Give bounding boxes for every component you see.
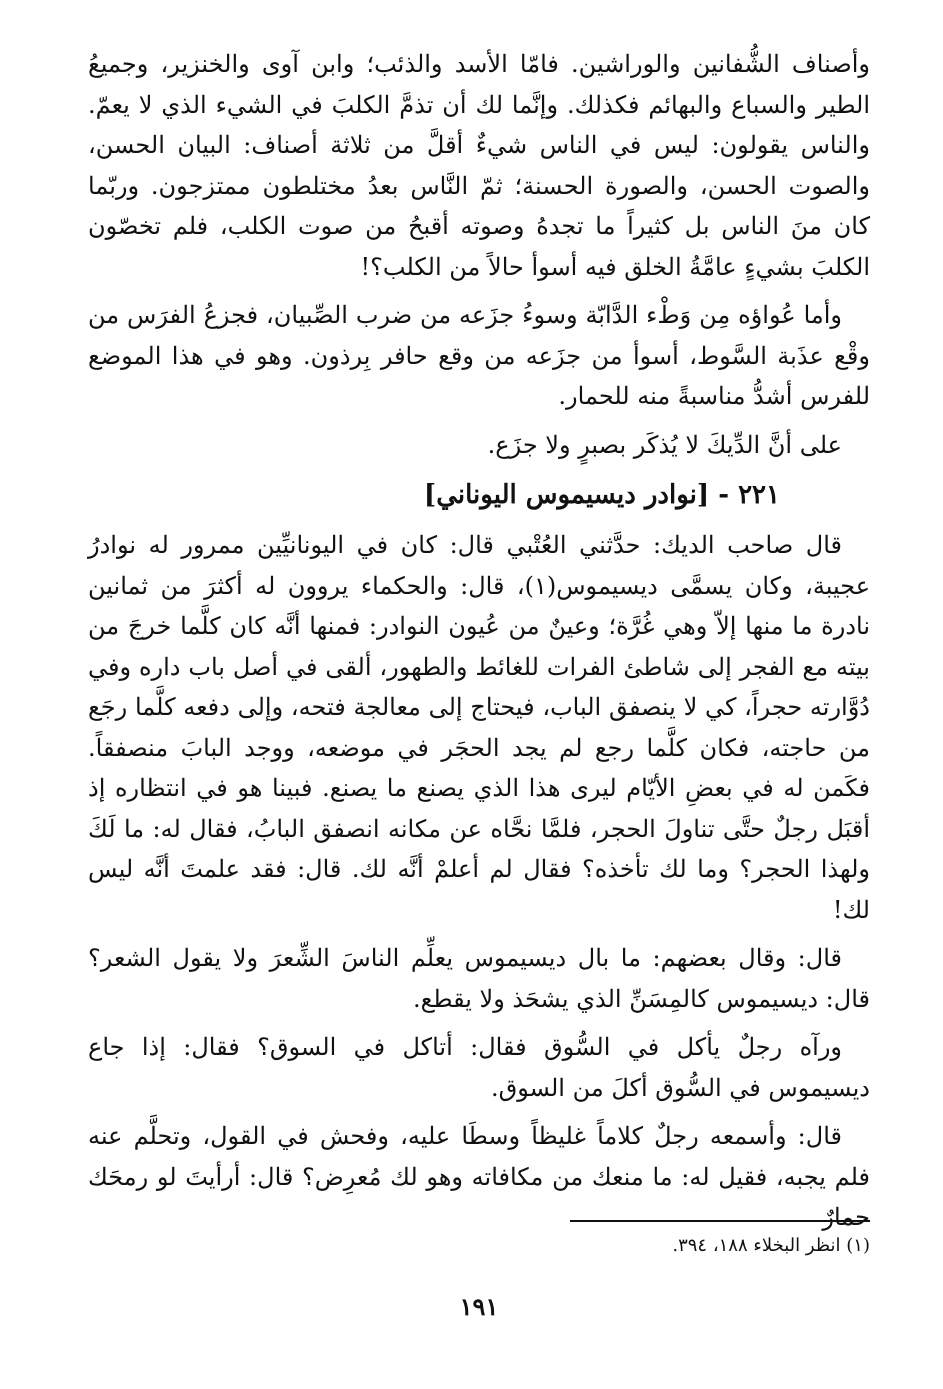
book-page [88,44,871,1321]
section-paragraph: قال: وأسمعه رجلٌ كلاماً غليظاً وسطَا عليه، وفحش في القول، وتحلَّم عنه فلم يجبه، فقيل له: ما منعك من مكافاته وهو لك مُعرِض؟ قال: أرأيتَ لو رمحَك حمارٌ [88,1122,870,1231]
section-paragraph: قال: وقال بعضهم: ما بال ديسيموس يعلِّم الناسَ الشِّعرَ ولا يقول الشعر؟ قال: ديسيموس كالمِسَنِّ الذي يشحَذ ولا يقطع. [88,944,870,1013]
section-heading: ٢٢١ - [نوادر ديسيموس اليوناني] [423,480,780,510]
body-paragraph: على أنَّ الدِّيكَ لا يُذكَر بصبرٍ ولا جزَع. [487,430,842,459]
body-paragraph: وأصناف الشُّفانين والوراشين. فامّا الأسد والذئب؛ وابن آوى والخنزير، وجميعُ الطير والسباع والبهائم فكذلك. وإنَّما لك أن تذمَّ الكلبَ في الشيء الذي لا يعمّ. والناس يقولون: ليس في الناس شيءٌ أقلَّ من ثلاثة أصناف: البيان الحسن، والصوت الحسن، والصورة الحسنة؛ ثمّ النَّاس بعدُ مختلطون ممتزجون. وربّما كان منَ الناس بل كثيراً ما تجدهُ وصوته أقبحُ من صوت الكلب، فلم تخصّون الكلبَ بشيءٍ عامَّةُ الخلق فيه أسوأ حالاً من الكلب؟! [88,50,871,281]
section-paragraph: قال صاحب الديك: حدَّثني العُتْبي قال: كان في اليونانيِّين ممرور له نوادرُ عجيبة، وكان يسمَّى ديسيموس(١)، قال: والحكماء يروون له أكثرَ من ثمانين نادرة ما منها إلاّ وهي غُرَّة؛ وعينٌ من عُيون النوادر: فمنها أنَّه كان كلَّما خرجَ من بيته مع الفجر إلى شاطئ الفرات للغائط والطهور، ألقى في أصل باب داره وفي دُوَّارته حجراً، كي لا ينصفق الباب، فيحتاج إلى معالجة فتحه، وإلى دفعه كلَّما رجَع من حاجته، فكان كلَّما رجع لم يجد الحجَر في موضعه، ووجد البابَ منصفقاً. فكَمن له في بعضِ الأيّام ليرى هذا الذي يصنع ما يصنع. فبينا هو في انتظاره إذ أقبَل رجلٌ حتَّى تناولَ الحجر، فلمَّا نحَّاه عن مكانه انصفق البابُ، فقال له: ما لَكَ ولهذا الحجر؟ وما لك تأخذه؟ فقال لم أعلمْ أنَّه لك. قال: فقد علمتَ أنَّه ليس لك! [88,531,871,924]
body-paragraph: وأما عُواؤه مِن وَطْء الدَّابّة وسوءُ جزَعه من ضرب الصِّبيان، فجزعُ الفرَس من وقْع عذَبة السَّوط، أسوأ من جزَعه من وقع حافر بِرذون. وهو في هذا الموضع للفرس أشدُّ مناسبةً منه للحمار. [88,301,870,410]
footnote: (١) انظر البخلاء ١٨٨، ٣٩٤. [672,1235,870,1256]
section-paragraph: ورآه رجلٌ يأكل في السُّوق فقال: أتاكل في السوق؟ فقال: إذا جاع ديسيموس في السُّوق أكلَ من السوق. [88,1033,870,1102]
page-number: ١٩١ [459,1292,499,1321]
footnote-divider [570,1220,870,1222]
